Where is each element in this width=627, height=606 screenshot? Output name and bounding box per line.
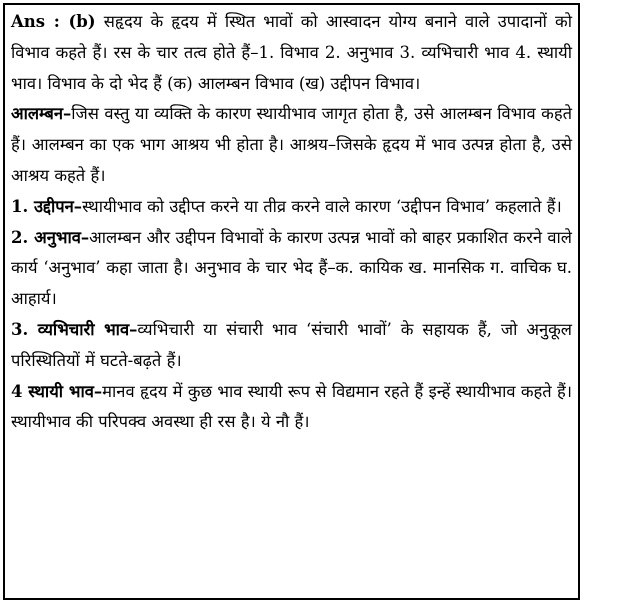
vyabhichari-text: व्यभिचारी या संचारी भाव ‘संचारी भावों’ के सहायक हैं, जो अनुकूल परिस्थितियों में घटते-बढ़ते हैं। (11, 319, 572, 370)
answer-text: सहृदय के हृदय में स्थित भावों को आस्वादन योग्य बनाने वाले उपादानों को विभाव कहते हैं। रस के चार तत्व होते हैं–1. विभाव 2. अनुभाव 3. व्यभिचारी भाव 4. स्थायी भाव। विभाव के दो भेद हैं (क) आलम्बन विभाव (ख) उद्दीपन विभाव। (11, 12, 572, 93)
anubhav-heading: 2. अनुभाव– (11, 227, 90, 247)
vyabhichari-heading: 3. व्यभिचारी भाव– (11, 319, 138, 339)
alamban-paragraph (11, 99, 572, 191)
sthayi-text: मानव हृदय में कुछ भाव स्थायी रूप से विद्यमान रहते हैं इन्हें स्थायीभाव कहते हैं। स्थायीभाव की परिपक्व अवस्था ही रस है। ये नौ हैं। (11, 381, 573, 432)
anubhav-text: आलम्बन और उद्दीपन विभावों के कारण उत्पन्न भावों को बाहर प्रकाशित करने वाले कार्य ‘अनुभाव’ कहा जाता है। अनुभाव के चार भेद हैं–क. कायिक ख. मानसिक ग. वाचिक घ. आहार्य। (11, 227, 572, 309)
anubhav-paragraph (11, 223, 572, 315)
uddipan-heading: 1. उद्दीपन– (11, 196, 83, 216)
sthayi-paragraph (11, 377, 572, 439)
alamban-text: जिस वस्तु या व्यक्ति के कारण स्थायीभाव जागृत होता है, उसे आलम्बन विभाव कहते हैं। आलम्बन का एक भाग आश्रय भी होता है। आश्रय–जिसके हृदय में भाव उत्पन्न होता है, उसे आश्रय कहते हैं। (11, 104, 572, 185)
uddipan-text: स्थायीभाव को उद्दीप्त करने या तीव्र करने वाले कारण ‘उद्दीपन विभाव’ कहलाते हैं। (82, 196, 562, 216)
uddipan-paragraph (11, 192, 572, 223)
vyabhichari-paragraph (11, 315, 572, 377)
answer-box (3, 3, 580, 600)
answer-paragraph (11, 7, 572, 99)
sthayi-heading: 4 स्थायी भाव– (11, 381, 103, 401)
answer-label: Ans : (b) (11, 12, 96, 31)
alamban-heading: आलम्बन– (11, 104, 72, 124)
